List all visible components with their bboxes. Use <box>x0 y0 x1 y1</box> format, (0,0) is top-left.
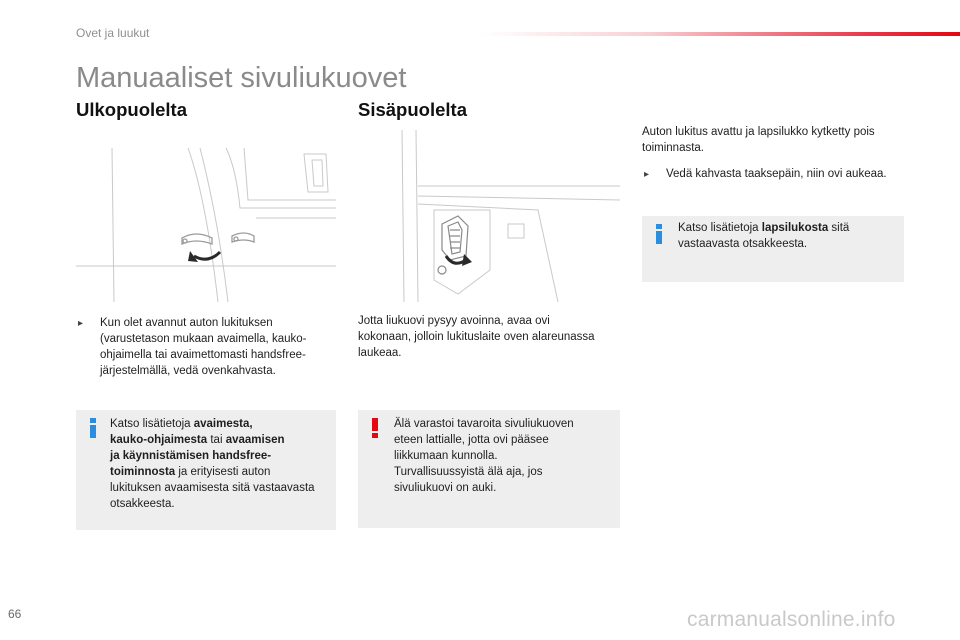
outside-info-run: Katso lisätietoja <box>110 418 194 430</box>
inside-text-line: kokonaan, jolloin lukituslaite oven alareunassa <box>358 331 595 343</box>
warning-line: sivuliukuovi on auki. <box>394 482 497 494</box>
right-info-run: sitä <box>828 222 850 234</box>
warning-text <box>394 416 616 496</box>
section-header: Ovet ja luukut <box>76 26 150 40</box>
warning-line: Turvallisuussyistä älä aja, jos <box>394 466 543 478</box>
right-intro <box>642 124 904 156</box>
outside-info-box <box>76 410 336 530</box>
outside-info-run: tai <box>207 434 226 446</box>
header-accent-bar <box>480 32 960 36</box>
warning-line: Älä varastoi tavaroita sivuliukuoven <box>394 418 574 430</box>
warning-icon <box>372 418 378 438</box>
info-icon <box>656 224 662 244</box>
right-info-text <box>678 220 900 252</box>
outside-info-bold-run: avaimesta, <box>193 418 253 430</box>
outside-info-run: lukituksen avaamisesta sitä vastaavasta <box>110 482 315 494</box>
outside-step-line: ohjaimella tai avaimettomasti handsfree- <box>100 349 306 361</box>
outside-info-run: ja erityisesti auton <box>175 466 271 478</box>
warning-line: liikkumaan kunnolla. <box>394 450 498 462</box>
page-title: Manuaaliset sivuliukuovet <box>76 62 407 94</box>
outside-info-line <box>110 496 332 512</box>
outside-info-bold-run: kauko-ohjaimesta <box>110 434 208 446</box>
interior-door-illustration <box>358 130 620 302</box>
right-intro-line: toiminnasta. <box>642 142 705 154</box>
right-step <box>644 166 906 183</box>
outside-heading: Ulkopuolelta <box>76 99 188 120</box>
right-info-line <box>678 220 900 236</box>
inside-text <box>358 313 620 361</box>
warning-line: eteen lattialle, jotta ovi pääsee <box>394 434 549 446</box>
outside-info-line <box>110 448 332 464</box>
right-intro-line: Auton lukitus avattu ja lapsilukko kytketty pois <box>642 126 875 138</box>
warning-box <box>358 410 620 528</box>
outside-info-run: otsakkeesta. <box>110 498 175 510</box>
bullet-arrow-icon: ▸ <box>644 169 650 180</box>
outside-info-text <box>110 416 332 512</box>
outside-step-line: Kun olet avannut auton lukituksen <box>100 317 273 329</box>
outside-step <box>78 315 336 379</box>
outside-info-line <box>110 464 332 480</box>
bullet-arrow-icon: ▸ <box>78 318 84 329</box>
outside-info-bold-run: toiminnosta <box>110 466 176 478</box>
right-info-run: Katso lisätietoja <box>678 222 762 234</box>
exterior-door-illustration <box>76 148 336 302</box>
outside-step-line: (varustetason mukaan avaimella, kauko- <box>100 333 307 345</box>
watermark: carmanualsonline.info <box>687 608 896 631</box>
outside-info-line <box>110 432 332 448</box>
outside-step-line: järjestelmällä, vedä ovenkahvasta. <box>100 365 276 377</box>
outside-info-bold-run: avaamisen <box>225 434 285 446</box>
right-info-bold-run: lapsilukosta <box>761 222 829 234</box>
inside-heading: Sisäpuolelta <box>358 99 467 120</box>
outside-info-line <box>110 480 332 496</box>
inside-text-line: Jotta liukuovi pysyy avoinna, avaa ovi <box>358 315 550 327</box>
right-info-run: vastaavasta otsakkeesta. <box>678 238 808 250</box>
info-icon <box>90 418 96 438</box>
outside-info-bold-run: ja käynnistämisen handsfree- <box>110 450 272 462</box>
page-number: 66 <box>8 607 22 621</box>
outside-step-text <box>100 315 306 379</box>
inside-text-line: laukeaa. <box>358 347 402 359</box>
outside-info-line <box>110 416 332 432</box>
right-info-line <box>678 236 900 252</box>
right-step-text: Vedä kahvasta taaksepäin, niin ovi aukeaa. <box>666 168 887 180</box>
right-info-box <box>642 216 904 282</box>
